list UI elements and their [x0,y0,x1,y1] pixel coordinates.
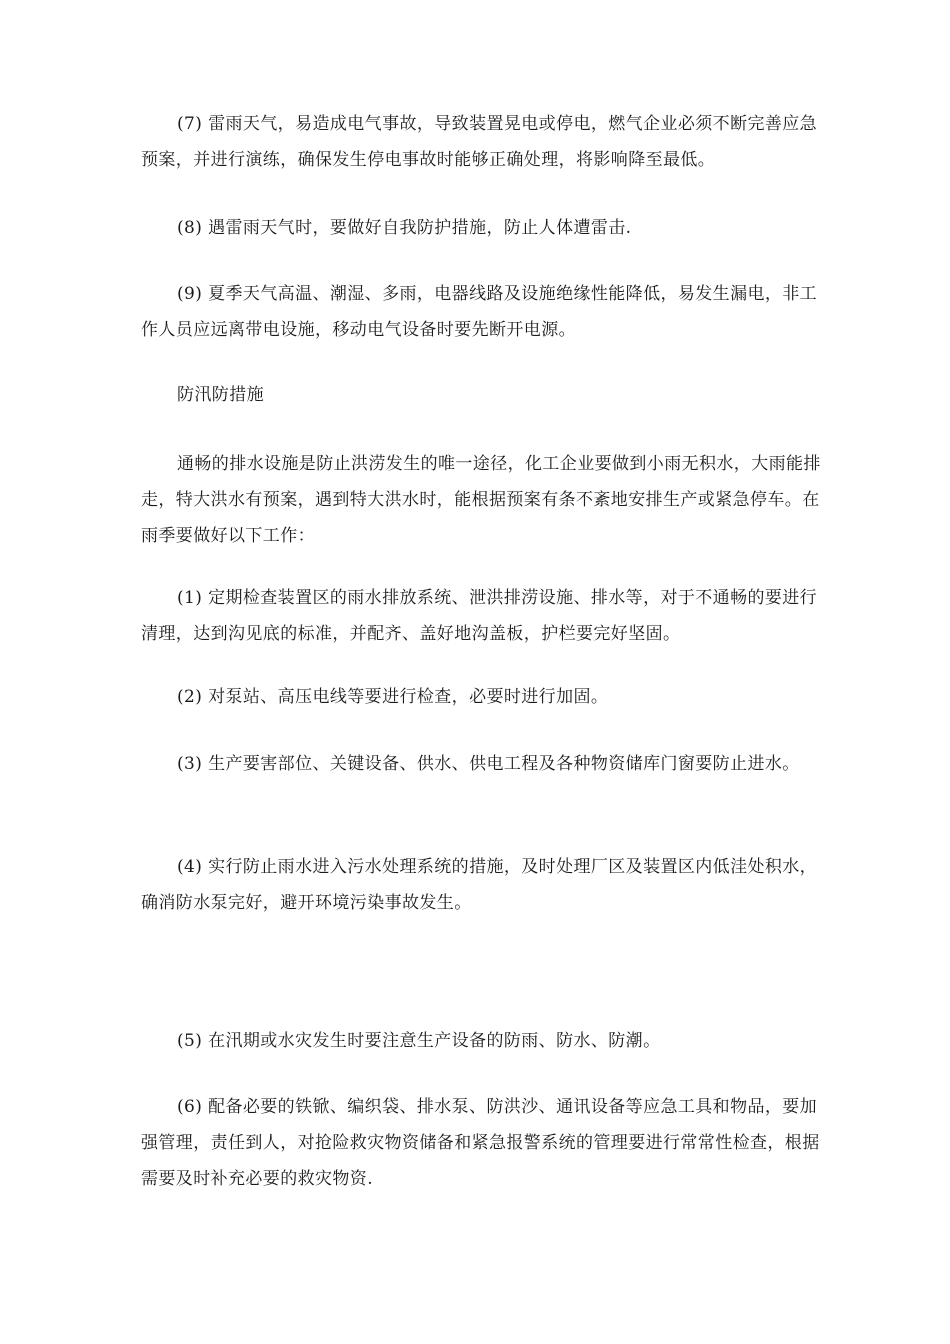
paragraph-item-3: (3) 生产要害部位、关键设备、供水、供电工程及各种物资储库门窗要防止进水。 [177,754,800,774]
paragraph-item-8: (8) 遇雷雨天气时，要做好自我防护措施，防止人体遭雷击. [177,218,632,238]
paragraph-item-9: (9) 夏季天气高温、潮湿、多雨，电器线路及设施绝缘性能降低，易发生漏电，非工作人员应远离带电设施，移动电气设备时要先断开电源。 [141,284,818,340]
section-intro: 通畅的排水设施是防止洪涝发生的唯一途径，化工企业要做到小雨无积水，大雨能排走，特大洪水有预案，遇到特大洪水时，能根据预案有条不紊地安排生产或紧急停车。在雨季要做好以下工作： [141,454,821,546]
paragraph-item-2: (2) 对泵站、高压电线等要进行检查，必要时进行加固。 [177,687,609,707]
section-heading: 防汛防措施 [177,385,264,405]
paragraph-item-4: (4) 实行防止雨水进入污水处理系统的措施，及时处理厂区及装置区内低洼处积水，确消防水泵完好，避开环境污染事故发生。 [141,857,818,913]
paragraph-item-5: (5) 在汛期或水灾发生时要注意生产设备的防雨、防水、防潮。 [177,1031,661,1051]
paragraph-item-7: (7) 雷雨天气，易造成电气事故，导致装置晃电或停电，燃气企业必须不断完善应急预案，并进行演练，确保发生停电事故时能够正确处理，将影响降至最低。 [141,114,818,170]
paragraph-item-1: (1) 定期检查装置区的雨水排放系统、泄洪排涝设施、排水等，对于不通畅的要进行清理，达到沟见底的标准，并配齐、盖好地沟盖板，护栏要完好坚固。 [141,588,818,644]
paragraph-item-6: (6) 配备必要的铁锨、编织袋、排水泵、防洪沙、通讯设备等应急工具和物品，要加强管理，责任到人，对抢险救灾物资储备和紧急报警系统的管理要进行常常性检查，根据需要及时补充必要的救灾物资. [141,1097,820,1189]
